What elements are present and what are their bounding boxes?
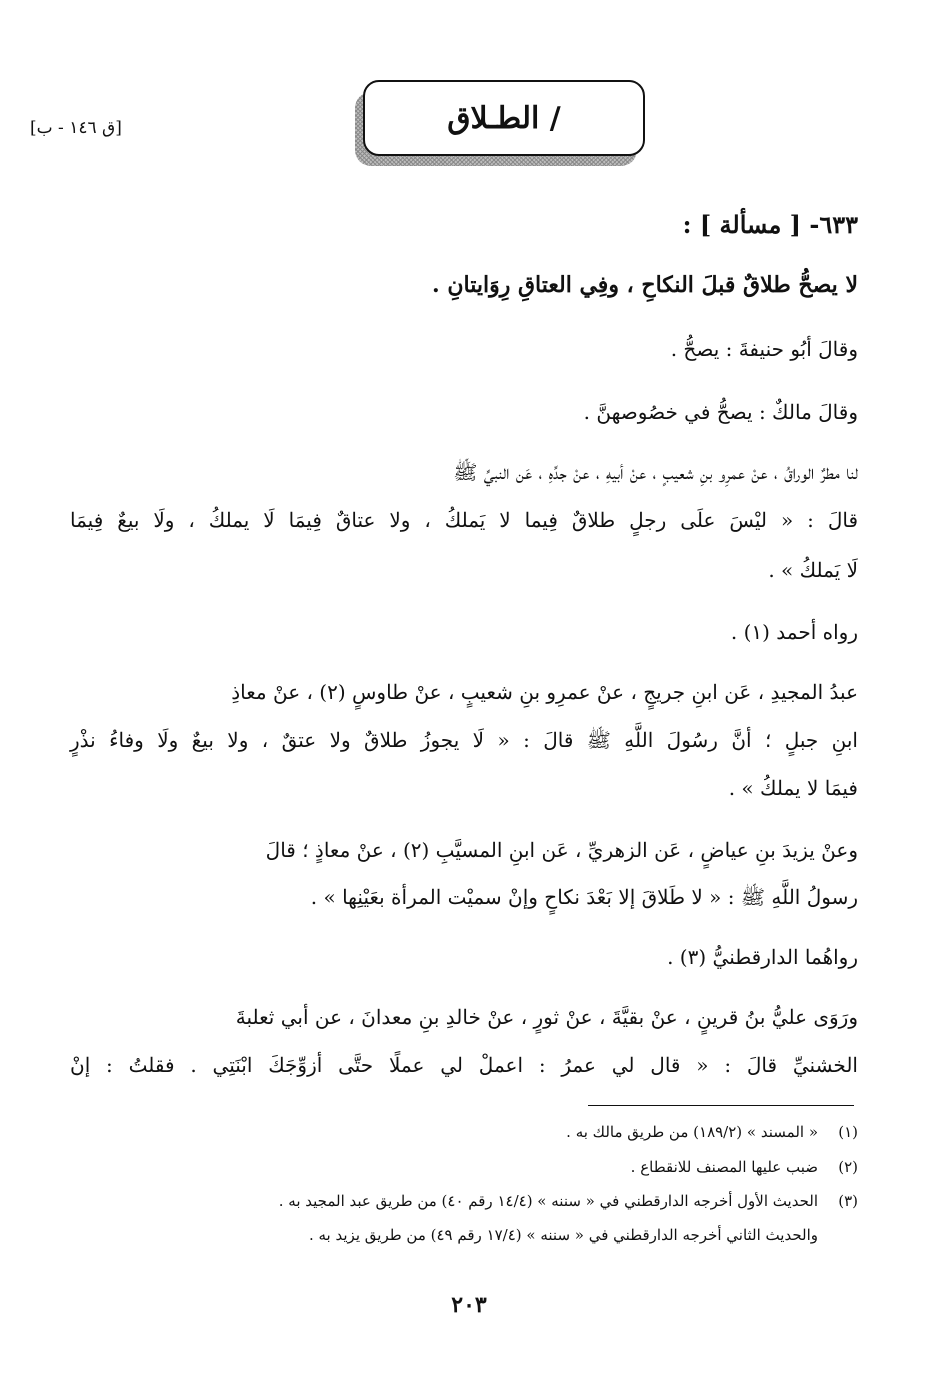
chapter-title-frame <box>355 80 645 168</box>
footnote-text: والحديث الثاني أخرجه الدارقطني في « سننه » (١٧/٤ رقم ٤٩) من طريق يزيد به . <box>308 1226 818 1244</box>
text-line: وعنْ يزيدَ بنِ عياضٍ ، عَن الزهريِّ ، عَن ابنِ المسيَّبِ (٢) ، عنْ معاذٍ ؛ قالَ <box>265 838 858 862</box>
text-line: رسولُ اللَّهِ ﷺ : « لا طَلاقَ إلا بَعْدَ نكاحٍ وإنْ سميْت المرأة بعَيْنِها » . <box>310 885 858 909</box>
text-line: رواهُما الدارقطنيُّ (٣) . <box>667 945 858 969</box>
text-line: لنا مطرٌ الوراقُ ، عنْ عمرِو بنِ شعيبٍ ، عنْ أبيهِ ، عنْ جدِّهِ ، عَن النبيِّ ﷺ <box>453 460 858 484</box>
footnote <box>566 1123 858 1141</box>
text-line: عبدُ المجيدِ ، عَن ابنِ جريجٍ ، عنْ عمرِو بنِ شعيبٍ ، عنْ طاوسٍ (٢) ، عنْ معاذِ <box>231 680 858 704</box>
text-line: ابنِ جبلٍ ؛ أنَّ رسُولَ اللَّهِ ﷺ قالَ : « لَا يجوزُ طلاقٌ ولا عتقٌ ، ولا بيعٌ ولَا وفاءُ نذْرٍ <box>70 728 858 752</box>
issue-heading: ٦٣٣- [ مسألة ] : <box>682 210 858 239</box>
folio-reference: [ق ١٤٦ - ب] <box>30 118 122 138</box>
footnote-number: (٢) <box>838 1158 858 1176</box>
text-line: رواه أحمد (١) . <box>730 620 858 644</box>
issue-statement: لا يصحُّ طلاقٌ قبلَ النكاحِ ، وفِي العتاقِ رِوَايتانِ . <box>432 272 858 298</box>
text-line: قالَ : « ليْسَ علَى رجلٍ طلاقٌ فِيما لا يَملكُ ، ولا عتاقٌ فِيمَا لَا يملكُ ، ولَا بيعٌ فِيمَا <box>70 508 859 532</box>
footnote-text: الحديث الأول أخرجه الدارقطني في « سننه » (١٤/٤ رقم ٤٠) من طريق عبد المجيد به . <box>278 1192 818 1210</box>
footnote <box>309 1226 858 1244</box>
footnote-separator <box>588 1105 854 1106</box>
text-line: وقالَ مالكٌ : يصحُّ في خصُوصهنَّ . <box>583 400 858 424</box>
text-line: الخشنيِّ قالَ : « قال لي عمرُ : اعملْ لي عملًا حتَّى أزوِّجَكَ ابْنَتِي . فقلتُ : إنْ <box>70 1053 858 1077</box>
footnote <box>279 1192 858 1210</box>
footnote-text: ضبب عليها المصنف للانقطاع . <box>630 1158 818 1176</box>
text-line: فيمَا لا يملكُ » . <box>728 776 858 800</box>
footnote-number: (١) <box>838 1123 858 1141</box>
text-line: لَا يَملكُ » . <box>768 558 858 582</box>
footnote-text: « المسند » (١٨٩/٢) من طريق مالك به . <box>566 1123 818 1141</box>
chapter-title: / الطـلاق <box>363 80 645 156</box>
text-line: ورَوَى عليُّ بنُ قرينٍ ، عنْ بقيَّةَ ، عنْ ثورٍ ، عنْ خالدِ بنِ معدانَ ، عن أبي ثعلبةَ <box>235 1005 858 1029</box>
footnote-number: (٣) <box>838 1192 858 1210</box>
footnote <box>631 1158 858 1176</box>
page-number: ٢٠٣ <box>451 1292 487 1318</box>
text-line: وقالَ أبُو حنيفةَ : يصحُّ . <box>670 337 858 361</box>
